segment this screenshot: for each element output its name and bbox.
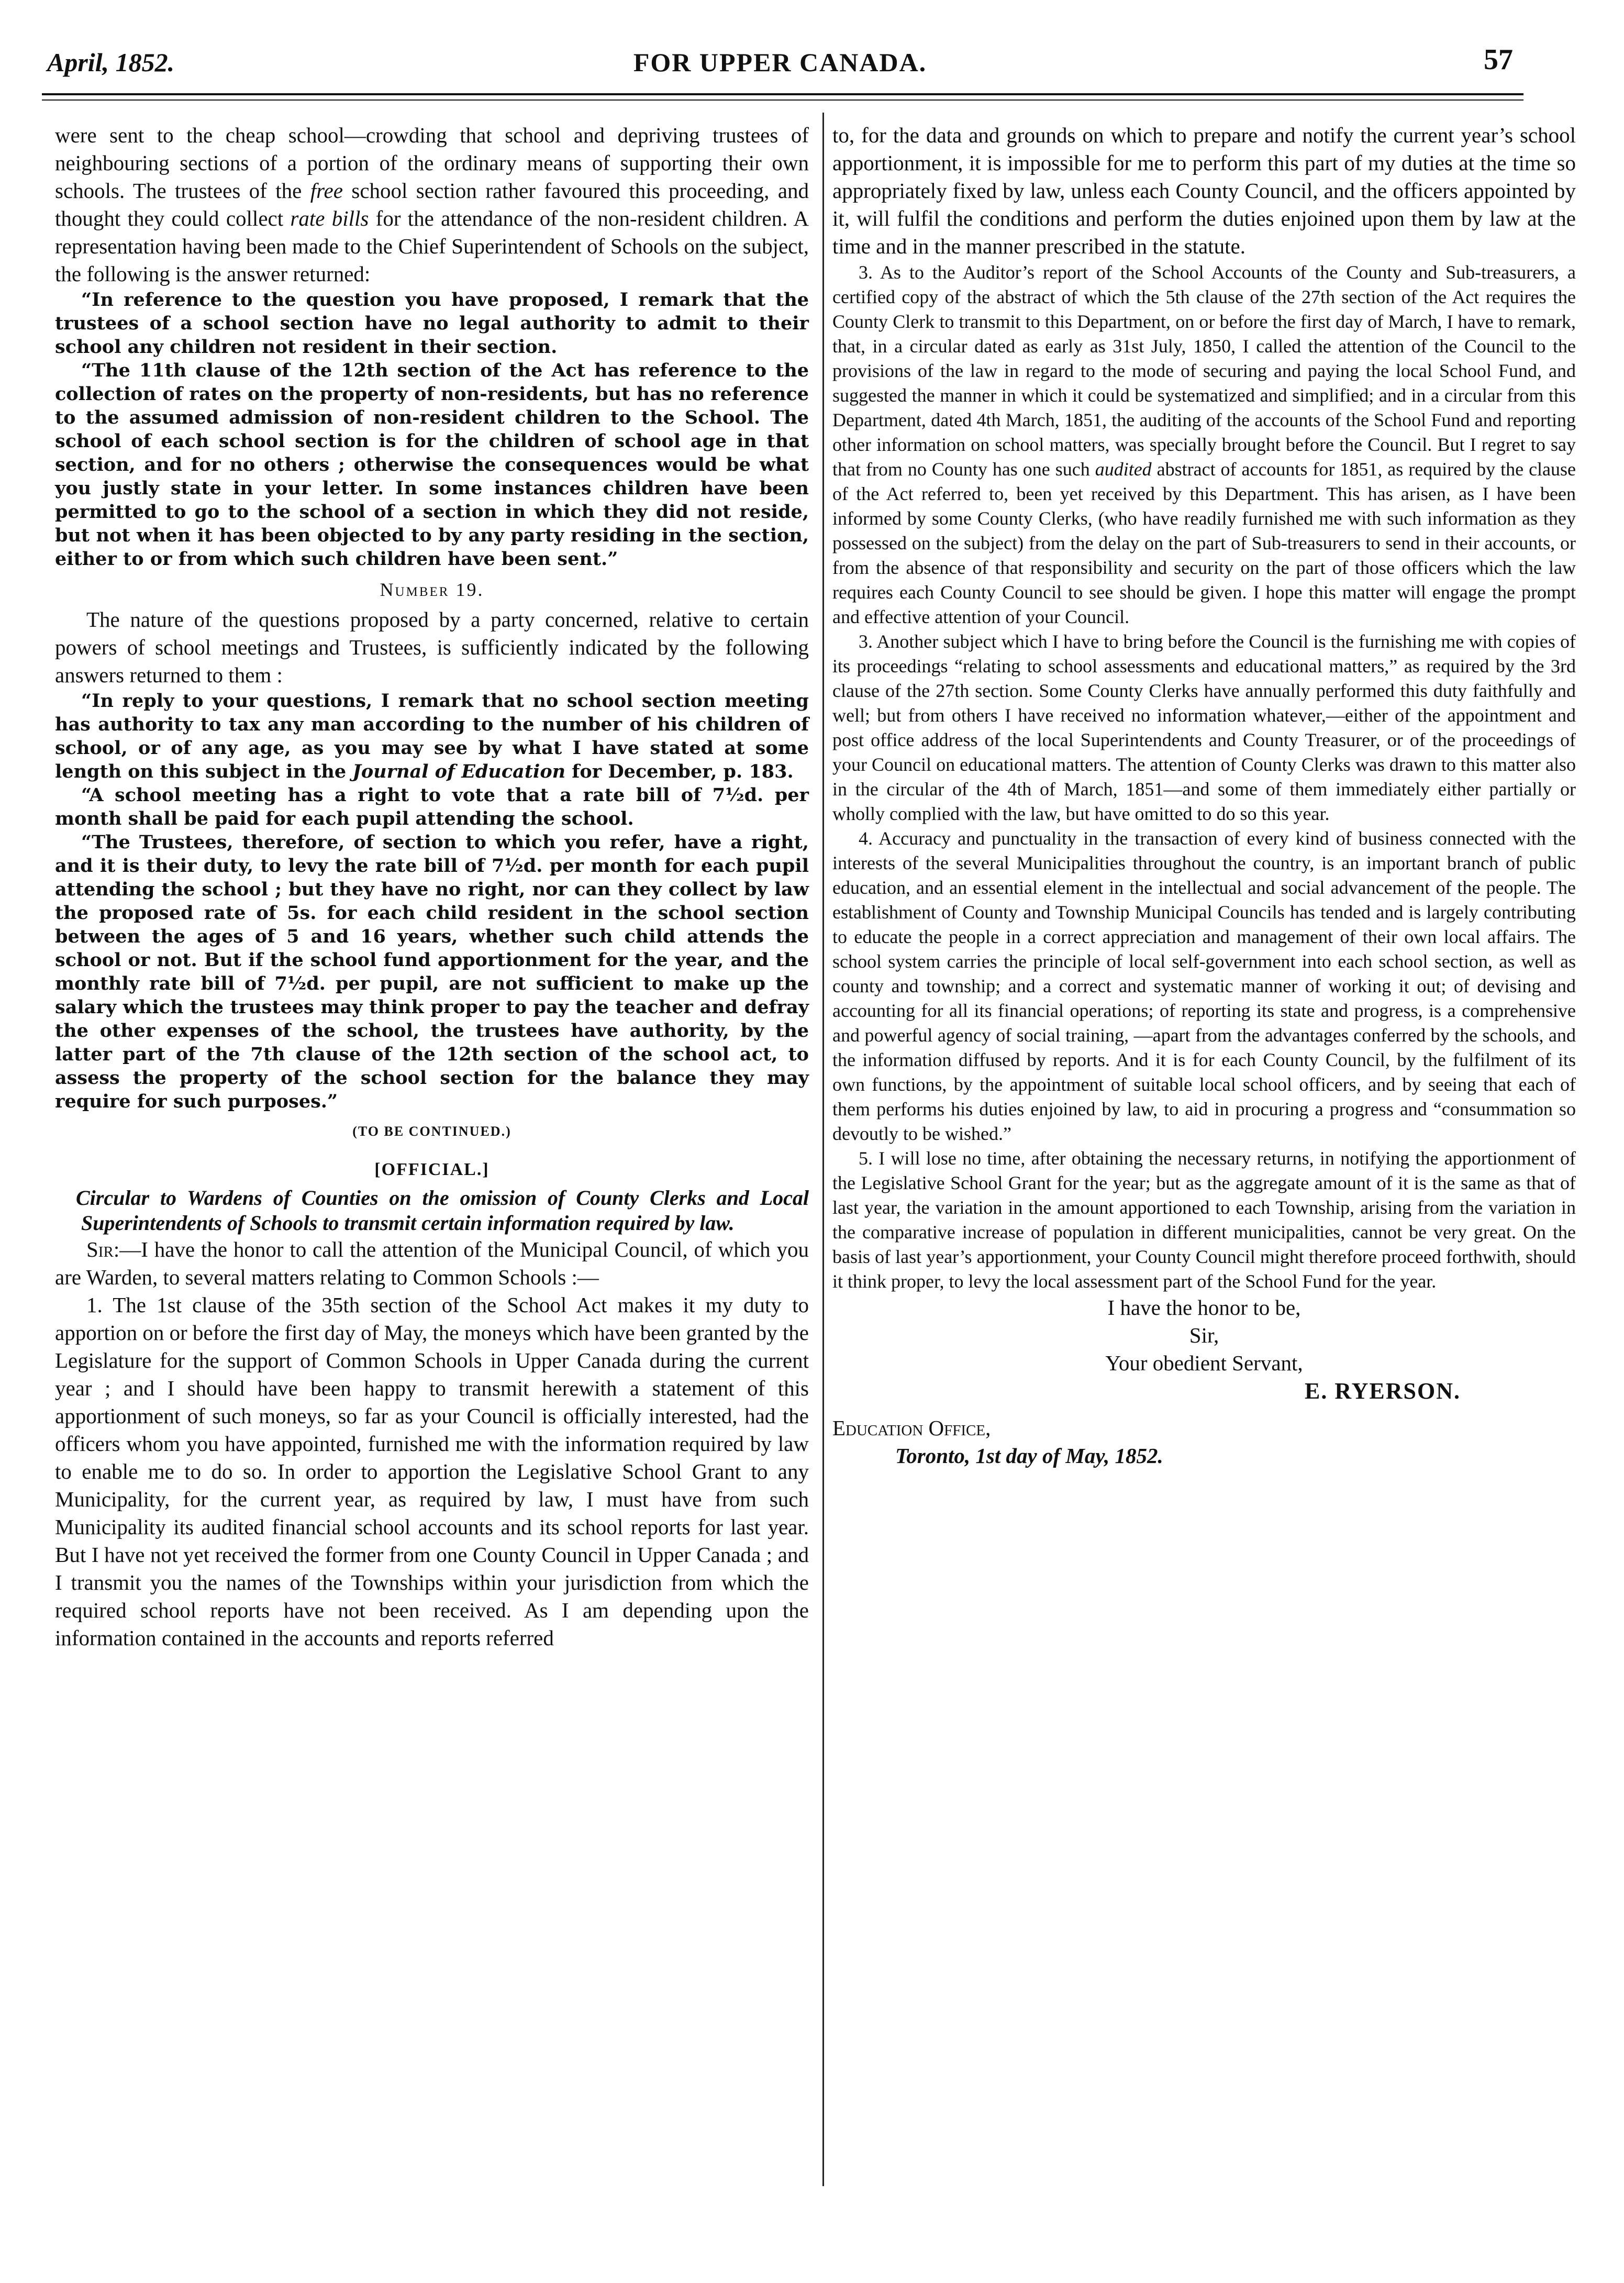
paragraph-3-proceedings: 3. Another subject which I have to bring before the Council is the furnishing me with copies of its proceedings “relating to school assessments and educational matters,” as required by the 3rd clause of the 27th section. Some County Clerks have annually performed this duty faithfully and well; but from others I have received no information whatever,—either of the appointment and post office address of the local Superintendents and County Treasurer, or of the proceedings of your Council on educational matters. The attention of County Clerks was drawn to this matter also in the circular of the 4th of March, 1851—and some of them immediately either partially or wholly complied with the law, but have omitted to do so this year.: [832, 631, 1576, 824]
quote-paragraph: “In reply to your questions, I remark that no school section meeting has authority to tax any man according to the number of his children of school, or of any age, as you may see by what I have stated at some length on this subject in the Journal of Education for December, p. 183.: [55, 690, 809, 782]
quote-paragraph: “The Trustees, therefore, of section to which you refer, have a right, and it is their duty, to levy the rate bill of 7½d. per month for each pupil attending the school ; but they have no right, nor can they collect by law the proposed rate of 5s. for each child resident in the school section between the ages of 5 and 16 years, whether such child attends the school or not. But if the school fund apportionment for the year, and the monthly rate bill of 7½d. per pupil, are not sufficient to make up the salary which the trustees may think proper to pay the teacher and defray the other expenses of the school, the trustees have authority, by the latter part of the 7th clause of the 12th section of the school act, to assess the property of the school section for the balance they may require for such purposes.”: [55, 832, 809, 1112]
paragraph-questions: The nature of the questions proposed by a party concerned, relative to certain powers of school meetings and Trustees, is sufficiently indicated by the following answers returned to them :: [55, 607, 809, 687]
section-heading-number-19: Number 19.: [380, 579, 484, 600]
answer-quote-18: [55, 288, 809, 571]
answer-quote-19: [55, 689, 809, 1113]
closing-line-1: I have the honor to be,: [1107, 1295, 1301, 1320]
office-date: Toronto, 1st day of May, 1852.: [895, 1444, 1163, 1468]
paragraph-3-auditors-report: 3. As to the Auditor’s report of the School Accounts of the County and Sub-treasurers, a certified copy of the abstract of which the 5th clause of the 27th section of the Act requires the County Clerk to transmit to this Department, on or before the first day of March, I have to remark, that, in a circular dated as early as 31st July, 1850, I called the attention of the Council to the provisions of the law in regard to the mode of securing and paying the local School Fund, and suggested the manner in which it could be systematized and simplified; and in a circular from this Department, dated 4th March, 1851, the auditing of the accounts of the School Fund and reporting other information on school matters, was specially brought before the Council. But I regret to say that from no County has one such audited abstract of accounts for 1851, as required by the clause of the Act referred to, been yet received by this Department. This has arisen, as I have been informed by some County Clerks, (who have readily furnished me with such information as they possessed on the subject) from the delay on the part of Sub-treasurers to send in their accounts, or from the absence of that responsibility and security on the part of those officers which the law requires each County Council to see should be given. I hope this matter will engage the prompt and effective attention of your Council.: [832, 262, 1576, 627]
right-column: [832, 121, 1576, 1470]
circular-title: Circular to Wardens of Counties on the omission of County Clerks and Local Superintendents of Schools to transmit certain information required by law.: [76, 1186, 809, 1235]
quote-paragraph: “A school meeting has a right to vote that a rate bill of 7½d. per month shall be paid for each pupil attending the school.: [55, 784, 809, 829]
right-small-type: [832, 260, 1576, 1294]
quote-paragraph: “In reference to the question you have proposed, I remark that the trustees of a school section have no legal authority to admit to their school any children not resident in their section.: [55, 289, 809, 358]
header-rule-thick: [42, 93, 1523, 95]
salutation-paragraph: Sir:—I have the honor to call the attention of the Municipal Council, of which you are Warden, to several matters relating to Common Schools :—: [55, 1237, 809, 1289]
quote-paragraph: “The 11th clause of the 12th section of the Act has reference to the collection of rates on the property of non-residents, but has no reference to the assumed admission of non-resident children to the School. The school of each school section is for the children of school age in that section, and for no others ; otherwise the consequences would be what you justly state in your letter. In some instances children have been permitted to go to the school of a section in which they did not reside, but not when it has been objected to by any party residing in the section, either to or from which such children have been sent.”: [55, 360, 809, 570]
issue-date: April, 1852.: [47, 48, 175, 77]
official-label: [OFFICIAL.]: [374, 1160, 490, 1179]
running-title: FOR UPPER CANADA.: [633, 48, 927, 77]
to-be-continued: (TO BE CONTINUED.): [352, 1124, 511, 1139]
header-rule-thin: [42, 99, 1523, 101]
paragraph-continued: to, for the data and grounds on which to prepare and notify the current year’s school apportionment, it is impossible for me to perform this part of my duties at the time so appropriately fixed by law, unless each County Council, and the officers appointed by it, will fulfil the conditions and perform the duties enjoined upon them by law at the time and in the manner prescribed in the statute.: [832, 123, 1576, 258]
left-column: [55, 121, 809, 1652]
signature-name: E. RYERSON.: [1305, 1378, 1461, 1404]
page-number: 57: [1484, 43, 1513, 76]
office-line: Education Office,: [832, 1416, 991, 1440]
paragraph-cheap-school: were sent to the cheap school—crowding that school and depriving trustees of neighbouring sections of a portion of the ordinary means of supporting their own schools. The trustees of the free school section rather favoured this proceeding, and thought they could collect rate bills for the attendance of the non-resident children. A representation having been made to the Chief Superintendent of Schools on the subject, the following is the answer returned:: [55, 123, 809, 286]
paragraph-1: 1. The 1st clause of the 35th section of the School Act makes it my duty to apportion on or before the first day of May, the moneys which have been granted by the Legislature for the support of Common Schools in Upper Canada during the current year ; and I should have been happy to transmit herewith a statement of this apportionment of such moneys, so far as your Council is officially interested, had the officers whom you have appointed, furnished me with the information required by law to enable me to do so. In order to apportion the Legislative School Grant to any Municipality, for the current year, as required by law, I must have from such Municipality its audited financial school accounts and its school reports for last year. But I have not yet received the former from one County Council in Upper Canada ; and I transmit you the names of the Townships within your jurisdiction from which the required school reports have not been received. As I am depending upon the information contained in the accounts and reports referred: [55, 1293, 809, 1650]
closing-line-3: Your obedient Servant,: [1105, 1351, 1303, 1375]
column-divider: [822, 113, 824, 2186]
closing-line-2: Sir,: [1189, 1323, 1219, 1347]
page-header: [42, 43, 1518, 89]
paragraph-5-apportionment: 5. I will lose no time, after obtaining the necessary returns, in notifying the apportionment of the Legislative School Grant for the year; but as the aggregate amount of it is the same as that of last year, the variation in the amount apportioned to each Township, arising from the variation in the comparative increase of population in different municipalities, cannot be very great. On the basis of last year’s apportionment, your County Council might therefore proceed forthwith, should it think proper, to levy the local assessment part of the School Fund for the year.: [832, 1148, 1576, 1292]
paragraph-4-accuracy: 4. Accuracy and punctuality in the transaction of every kind of business connected with the interests of the several Municipalities throughout the country, is an important branch of public education, and an essential element in the intellectual and social advancement of the people. The establishment of County and Township Municipal Councils has tended and is largely contributing to educate the people in a correct appreciation and management of their own local affairs. The school system carries the principle of local self-government into each school section, as well as county and township; and a correct and systematic manner of working it out; of devising and accounting for all its financial operations; of reporting its state and progress, is a comprehensive and powerful agency of social training, —apart from the advantages conferred by the schools, and the information diffused by reports. And it is for each County Council, by the fulfilment of its own functions, by the appointment of suitable local school officers, and by seeing that each of them performs his duties enjoined by law, to aid in procuring a progress and “consummation so devoutly to be wished.”: [832, 828, 1576, 1144]
